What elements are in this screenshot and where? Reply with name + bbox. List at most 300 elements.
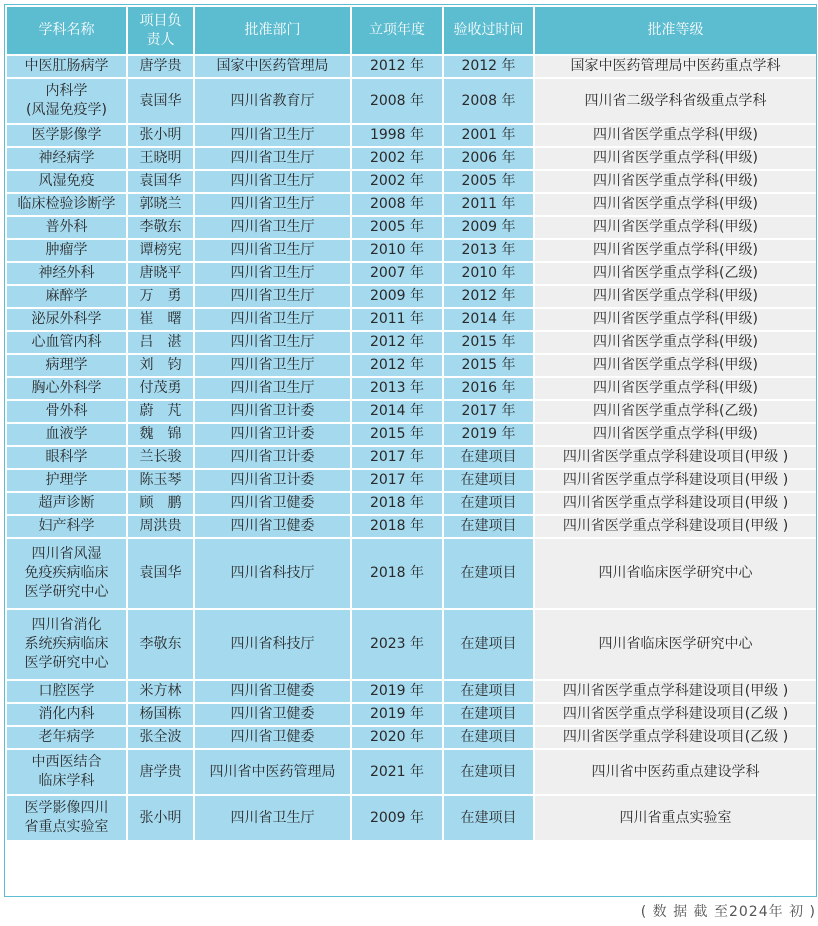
approval-level-cell [534, 239, 817, 262]
header-cell: 立项年度 [351, 6, 443, 55]
cell-text: 神经病学 [38, 150, 95, 166]
table-row [6, 331, 817, 354]
leader-cell [127, 795, 194, 841]
header-cell: 批准等级 [534, 6, 817, 55]
cell-text: 四川省卫生厅 [230, 288, 315, 304]
cell-text: 四川省卫健委 [230, 729, 315, 745]
leader-cell [127, 446, 194, 469]
subject-name-cell [6, 331, 127, 354]
acceptance-time-cell [443, 331, 534, 354]
cell-text: 超声诊断 [38, 495, 95, 511]
table-row [6, 78, 817, 124]
approving-dept-cell [194, 285, 351, 308]
cell-text: 四川省医学重点学科(甲级) [593, 150, 758, 166]
cell-text: 在建项目 [460, 565, 517, 581]
project-year-cell [351, 285, 443, 308]
acceptance-time-cell [443, 795, 534, 841]
table-row [6, 749, 817, 795]
cell-text: 四川省中医药重点建设学科 [591, 763, 760, 780]
acceptance-time-cell [443, 239, 534, 262]
cell-text: 郭晓兰 [139, 196, 182, 212]
approval-level-cell [534, 515, 817, 538]
acceptance-time-cell [443, 55, 534, 78]
leader-cell [127, 147, 194, 170]
subject-name-cell [6, 446, 127, 469]
cell-text: 2018 年 [369, 495, 425, 511]
cell-text: 四川省医学重点学科建设项目(甲级 ) [562, 472, 789, 488]
cell-text: 万 勇 [139, 288, 182, 304]
approval-level-cell [534, 609, 817, 680]
project-year-cell [351, 446, 443, 469]
leader-cell [127, 308, 194, 331]
acceptance-time-cell [443, 216, 534, 239]
subject-name-cell [6, 285, 127, 308]
cell-text: 唐学贵 [139, 58, 182, 74]
acceptance-time-cell [443, 285, 534, 308]
cell-text: 张小明 [139, 127, 182, 143]
cell-text: 2013 年 [369, 380, 425, 396]
cell-text: 四川省医学重点学科(甲级) [593, 426, 758, 442]
approving-dept-cell [194, 446, 351, 469]
cell-text: 四川省科技厅 [230, 636, 315, 652]
table-row [6, 400, 817, 423]
approving-dept-cell [194, 377, 351, 400]
leader-cell [127, 354, 194, 377]
acceptance-time-cell [443, 147, 534, 170]
acceptance-time-cell [443, 749, 534, 795]
approving-dept-cell [194, 170, 351, 193]
cell-text: 在建项目 [460, 518, 517, 534]
cell-text: 四川省卫计委 [230, 472, 315, 488]
cell-text: 骨外科 [45, 403, 88, 419]
approving-dept-cell [194, 262, 351, 285]
cell-text: 王晓明 [139, 150, 182, 166]
header-row [6, 6, 817, 55]
cell-text: 唐晓平 [139, 265, 182, 281]
cell-text: 2008 年 [369, 92, 425, 109]
project-year-cell [351, 749, 443, 795]
subject-name-cell [6, 354, 127, 377]
cell-text: 谭榜宪 [139, 242, 182, 258]
approving-dept-cell [194, 726, 351, 749]
leader-cell [127, 469, 194, 492]
cell-text: 中西医结合 临床学科 [31, 754, 102, 789]
cell-text: 消化内科 [38, 706, 95, 722]
cell-text: 四川省二级学科省级重点学科 [584, 92, 767, 109]
cell-text: 在建项目 [460, 472, 517, 488]
cell-text: 四川省卫生厅 [230, 219, 315, 235]
table-row [6, 680, 817, 703]
cell-text: 2009 年 [369, 288, 425, 304]
approving-dept-cell [194, 147, 351, 170]
cell-text: 妇产科学 [38, 518, 95, 534]
cell-text: 四川省医学重点学科(甲级) [593, 380, 758, 396]
acceptance-time-cell [443, 609, 534, 680]
cell-text: 张全波 [139, 729, 182, 745]
cell-text: 四川省医学重点学科(甲级) [593, 288, 758, 304]
cell-text: 心血管内科 [31, 334, 102, 350]
header-cell: 项目负 责人 [127, 6, 194, 55]
cell-text: 四川省卫生厅 [230, 265, 315, 281]
cell-text: 2012 年 [461, 58, 516, 74]
approval-level-cell [534, 193, 817, 216]
leader-cell [127, 262, 194, 285]
acceptance-time-cell [443, 308, 534, 331]
acceptance-time-cell [443, 703, 534, 726]
cell-text: 四川省医学重点学科(甲级) [593, 173, 758, 189]
cell-text: 2020 年 [369, 729, 425, 745]
table-row [6, 124, 817, 147]
cell-text: 四川省卫计委 [230, 403, 315, 419]
approval-level-cell [534, 55, 817, 78]
cell-text: 四川省消化 系统疾病临床 医学研究中心 [24, 617, 109, 671]
cell-text: 2014 年 [461, 311, 516, 327]
cell-text: 四川省卫计委 [230, 449, 315, 465]
subject-name-cell [6, 55, 127, 78]
cell-text: 四川省卫生厅 [230, 150, 315, 166]
cell-text: 2012 年 [369, 58, 425, 74]
cell-text: 四川省医学重点学科(甲级) [593, 242, 758, 258]
subject-name-cell [6, 795, 127, 841]
approval-level-cell [534, 726, 817, 749]
approval-level-cell [534, 446, 817, 469]
project-year-cell [351, 703, 443, 726]
acceptance-time-cell [443, 377, 534, 400]
subject-name-cell [6, 193, 127, 216]
table-row [6, 285, 817, 308]
cell-text: 四川省医学重点学科建设项目(甲级 ) [562, 518, 789, 534]
leader-cell [127, 726, 194, 749]
approval-level-cell [534, 124, 817, 147]
approval-level-cell [534, 170, 817, 193]
cell-text: 2015 年 [461, 357, 516, 373]
cell-text: 四川省医学重点学科建设项目(乙级 ) [562, 706, 789, 722]
leader-cell [127, 609, 194, 680]
cell-text: 四川省卫生厅 [230, 809, 315, 826]
cell-text: 2019 年 [369, 706, 425, 722]
table-row [6, 55, 817, 78]
table-row [6, 726, 817, 749]
cell-text: 在建项目 [460, 449, 517, 465]
cell-text: 泌尿外科学 [31, 311, 102, 327]
cell-text: 四川省卫计委 [230, 426, 315, 442]
cell-text: 2008 年 [461, 92, 516, 109]
cell-text: 四川省卫健委 [230, 683, 315, 699]
approval-level-cell [534, 377, 817, 400]
leader-cell [127, 377, 194, 400]
project-year-cell [351, 262, 443, 285]
table-row [6, 262, 817, 285]
leader-cell [127, 400, 194, 423]
project-year-cell [351, 193, 443, 216]
project-year-cell [351, 354, 443, 377]
cell-text: 李敬东 [139, 219, 182, 235]
approving-dept-cell [194, 515, 351, 538]
disciplines-table [5, 5, 818, 842]
cell-text: 老年病学 [38, 729, 95, 745]
table-row [6, 446, 817, 469]
cell-text: 袁国华 [139, 173, 182, 189]
cell-text: 在建项目 [460, 729, 517, 745]
approval-level-cell [534, 538, 817, 609]
cell-text: 肿瘤学 [45, 242, 88, 258]
leader-cell [127, 680, 194, 703]
cell-text: 2016 年 [461, 380, 516, 396]
leader-cell [127, 285, 194, 308]
cell-text: 2009 年 [461, 219, 516, 235]
approving-dept-cell [194, 680, 351, 703]
approving-dept-cell [194, 749, 351, 795]
cell-text: 麻醉学 [45, 288, 88, 304]
approving-dept-cell [194, 609, 351, 680]
cell-text: 2018 年 [369, 518, 425, 534]
cell-text: 血液学 [45, 426, 88, 442]
cell-text: 兰长骏 [139, 449, 182, 465]
approving-dept-cell [194, 354, 351, 377]
cell-text: 口腔医学 [38, 683, 95, 699]
acceptance-time-cell [443, 193, 534, 216]
table-row [6, 354, 817, 377]
cell-text: 2006 年 [461, 150, 516, 166]
leader-cell [127, 170, 194, 193]
approval-level-cell [534, 78, 817, 124]
leader-cell [127, 331, 194, 354]
cell-text: 2011 年 [369, 311, 425, 327]
cell-text: 四川省医学重点学科(甲级) [593, 127, 758, 143]
table-row [6, 492, 817, 515]
table-row [6, 469, 817, 492]
project-year-cell [351, 216, 443, 239]
approval-level-cell [534, 285, 817, 308]
cell-text: 2013 年 [461, 242, 516, 258]
acceptance-time-cell [443, 423, 534, 446]
project-year-cell [351, 78, 443, 124]
cell-text: 四川省卫生厅 [230, 380, 315, 396]
cell-text: 胸心外科学 [31, 380, 102, 396]
cell-text: 崔 曙 [139, 311, 182, 327]
cell-text: 2005 年 [461, 173, 516, 189]
cell-text: 内科学 (风湿免疫学) [26, 83, 107, 118]
cell-text: 2015 年 [369, 426, 425, 442]
cell-text: 四川省卫健委 [230, 495, 315, 511]
leader-cell [127, 55, 194, 78]
approval-level-cell [534, 703, 817, 726]
subject-name-cell [6, 262, 127, 285]
subject-name-cell [6, 239, 127, 262]
cell-text: 四川省医学重点学科(甲级) [593, 357, 758, 373]
cell-text: 杨国栋 [139, 706, 182, 722]
project-year-cell [351, 609, 443, 680]
cell-text: 陈玉琴 [139, 472, 182, 488]
cell-text: 四川省卫生厅 [230, 127, 315, 143]
project-year-cell [351, 680, 443, 703]
project-year-cell [351, 124, 443, 147]
cell-text: 袁国华 [139, 92, 182, 109]
approving-dept-cell [194, 55, 351, 78]
cell-text: 临床检验诊断学 [17, 196, 116, 212]
acceptance-time-cell [443, 469, 534, 492]
header-cell: 批准部门 [194, 6, 351, 55]
leader-cell [127, 423, 194, 446]
header-cell: 验收过时间 [443, 6, 534, 55]
cell-text: 四川省卫健委 [230, 706, 315, 722]
approval-level-cell [534, 795, 817, 841]
cell-text: 2010 年 [461, 265, 516, 281]
approving-dept-cell [194, 239, 351, 262]
cell-text: 中医肛肠病学 [24, 58, 109, 74]
approval-level-cell [534, 400, 817, 423]
cell-text: 在建项目 [460, 809, 517, 826]
subject-name-cell [6, 492, 127, 515]
cell-text: 2002 年 [369, 173, 425, 189]
subject-name-cell [6, 749, 127, 795]
leader-cell [127, 515, 194, 538]
approving-dept-cell [194, 193, 351, 216]
cell-text: 四川省卫生厅 [230, 311, 315, 327]
table-row [6, 239, 817, 262]
cell-text: 2019 年 [369, 683, 425, 699]
cell-text: 2005 年 [369, 219, 425, 235]
table-row [6, 193, 817, 216]
acceptance-time-cell [443, 170, 534, 193]
table-row [6, 147, 817, 170]
acceptance-time-cell [443, 262, 534, 285]
table-row [6, 423, 817, 446]
cell-text: 四川省医学重点学科(乙级) [593, 403, 758, 419]
cell-text: 2017 年 [369, 472, 425, 488]
project-year-cell [351, 308, 443, 331]
subject-name-cell [6, 308, 127, 331]
approval-level-cell [534, 423, 817, 446]
cell-text: 在建项目 [460, 636, 517, 652]
cell-text: 四川省医学重点学科建设项目(甲级 ) [562, 683, 789, 699]
cell-text: 2012 年 [369, 357, 425, 373]
cell-text: 风湿免疫 [38, 173, 95, 189]
subject-name-cell [6, 680, 127, 703]
approval-level-cell [534, 216, 817, 239]
approval-level-cell [534, 749, 817, 795]
leader-cell [127, 492, 194, 515]
cell-text: 蔚 芃 [139, 403, 182, 419]
cell-text: 2012 年 [369, 334, 425, 350]
cell-text: 在建项目 [460, 683, 517, 699]
cell-text: 四川省卫生厅 [230, 173, 315, 189]
approving-dept-cell [194, 78, 351, 124]
leader-cell [127, 538, 194, 609]
cell-text: 周洪贵 [139, 518, 182, 534]
acceptance-time-cell [443, 124, 534, 147]
cell-text: 四川省卫生厅 [230, 242, 315, 258]
acceptance-time-cell [443, 726, 534, 749]
cell-text: 病理学 [45, 357, 88, 373]
subject-name-cell [6, 609, 127, 680]
acceptance-time-cell [443, 78, 534, 124]
leader-cell [127, 239, 194, 262]
cell-text: 四川省医学重点学科建设项目(甲级 ) [562, 449, 789, 465]
cell-text: 2015 年 [461, 334, 516, 350]
cell-text: 四川省科技厅 [230, 565, 315, 581]
approving-dept-cell [194, 216, 351, 239]
subject-name-cell [6, 216, 127, 239]
project-year-cell [351, 147, 443, 170]
cell-text: 2007 年 [369, 265, 425, 281]
cell-text: 四川省风湿 免疫疾病临床 医学研究中心 [24, 546, 109, 600]
cell-text: 2008 年 [369, 196, 425, 212]
approving-dept-cell [194, 538, 351, 609]
project-year-cell [351, 55, 443, 78]
cell-text: 四川省医学重点学科(甲级) [593, 334, 758, 350]
approving-dept-cell [194, 469, 351, 492]
approving-dept-cell [194, 423, 351, 446]
subject-name-cell [6, 703, 127, 726]
subject-name-cell [6, 538, 127, 609]
project-year-cell [351, 423, 443, 446]
cell-text: 2017 年 [461, 403, 516, 419]
acceptance-time-cell [443, 515, 534, 538]
header-cell: 学科名称 [6, 6, 127, 55]
cell-text: 吕 湛 [139, 334, 182, 350]
cell-text: 四川省医学重点学科建设项目(甲级 ) [562, 495, 789, 511]
approving-dept-cell [194, 795, 351, 841]
approving-dept-cell [194, 703, 351, 726]
approving-dept-cell [194, 124, 351, 147]
leader-cell [127, 216, 194, 239]
leader-cell [127, 124, 194, 147]
cell-text: 刘 钧 [139, 357, 182, 373]
cell-text: 2001 年 [461, 127, 516, 143]
approving-dept-cell [194, 331, 351, 354]
leader-cell [127, 78, 194, 124]
cell-text: 医学影像学 [31, 127, 102, 143]
subject-name-cell [6, 78, 127, 124]
cell-text: 2014 年 [369, 403, 425, 419]
cell-text: 李敬东 [139, 636, 182, 652]
cell-text: 四川省临床医学研究中心 [598, 636, 753, 652]
approving-dept-cell [194, 492, 351, 515]
acceptance-time-cell [443, 446, 534, 469]
cell-text: 四川省卫健委 [230, 518, 315, 534]
cell-text: 四川省卫生厅 [230, 357, 315, 373]
cell-text: 四川省医学重点学科(甲级) [593, 196, 758, 212]
cell-text: 普外科 [45, 219, 88, 235]
cell-text: 2002 年 [369, 150, 425, 166]
subject-name-cell [6, 170, 127, 193]
cell-text: 1998 年 [369, 127, 425, 143]
acceptance-time-cell [443, 492, 534, 515]
table-row [6, 515, 817, 538]
cell-text: 护理学 [45, 472, 88, 488]
cell-text: 四川省医学重点学科建设项目(乙级 ) [562, 729, 789, 745]
cell-text: 唐学贵 [139, 763, 182, 780]
subject-name-cell [6, 400, 127, 423]
leader-cell [127, 193, 194, 216]
table-row [6, 377, 817, 400]
cell-text: 2017 年 [369, 449, 425, 465]
cell-text: 2010 年 [369, 242, 425, 258]
cell-text: 2018 年 [369, 565, 425, 581]
approval-level-cell [534, 331, 817, 354]
table-row [6, 538, 817, 609]
leader-cell [127, 749, 194, 795]
approval-level-cell [534, 492, 817, 515]
project-year-cell [351, 239, 443, 262]
cell-text: 袁国华 [139, 565, 182, 581]
leader-cell [127, 703, 194, 726]
cell-text: 在建项目 [460, 495, 517, 511]
approval-level-cell [534, 147, 817, 170]
table-row [6, 703, 817, 726]
project-year-cell [351, 538, 443, 609]
